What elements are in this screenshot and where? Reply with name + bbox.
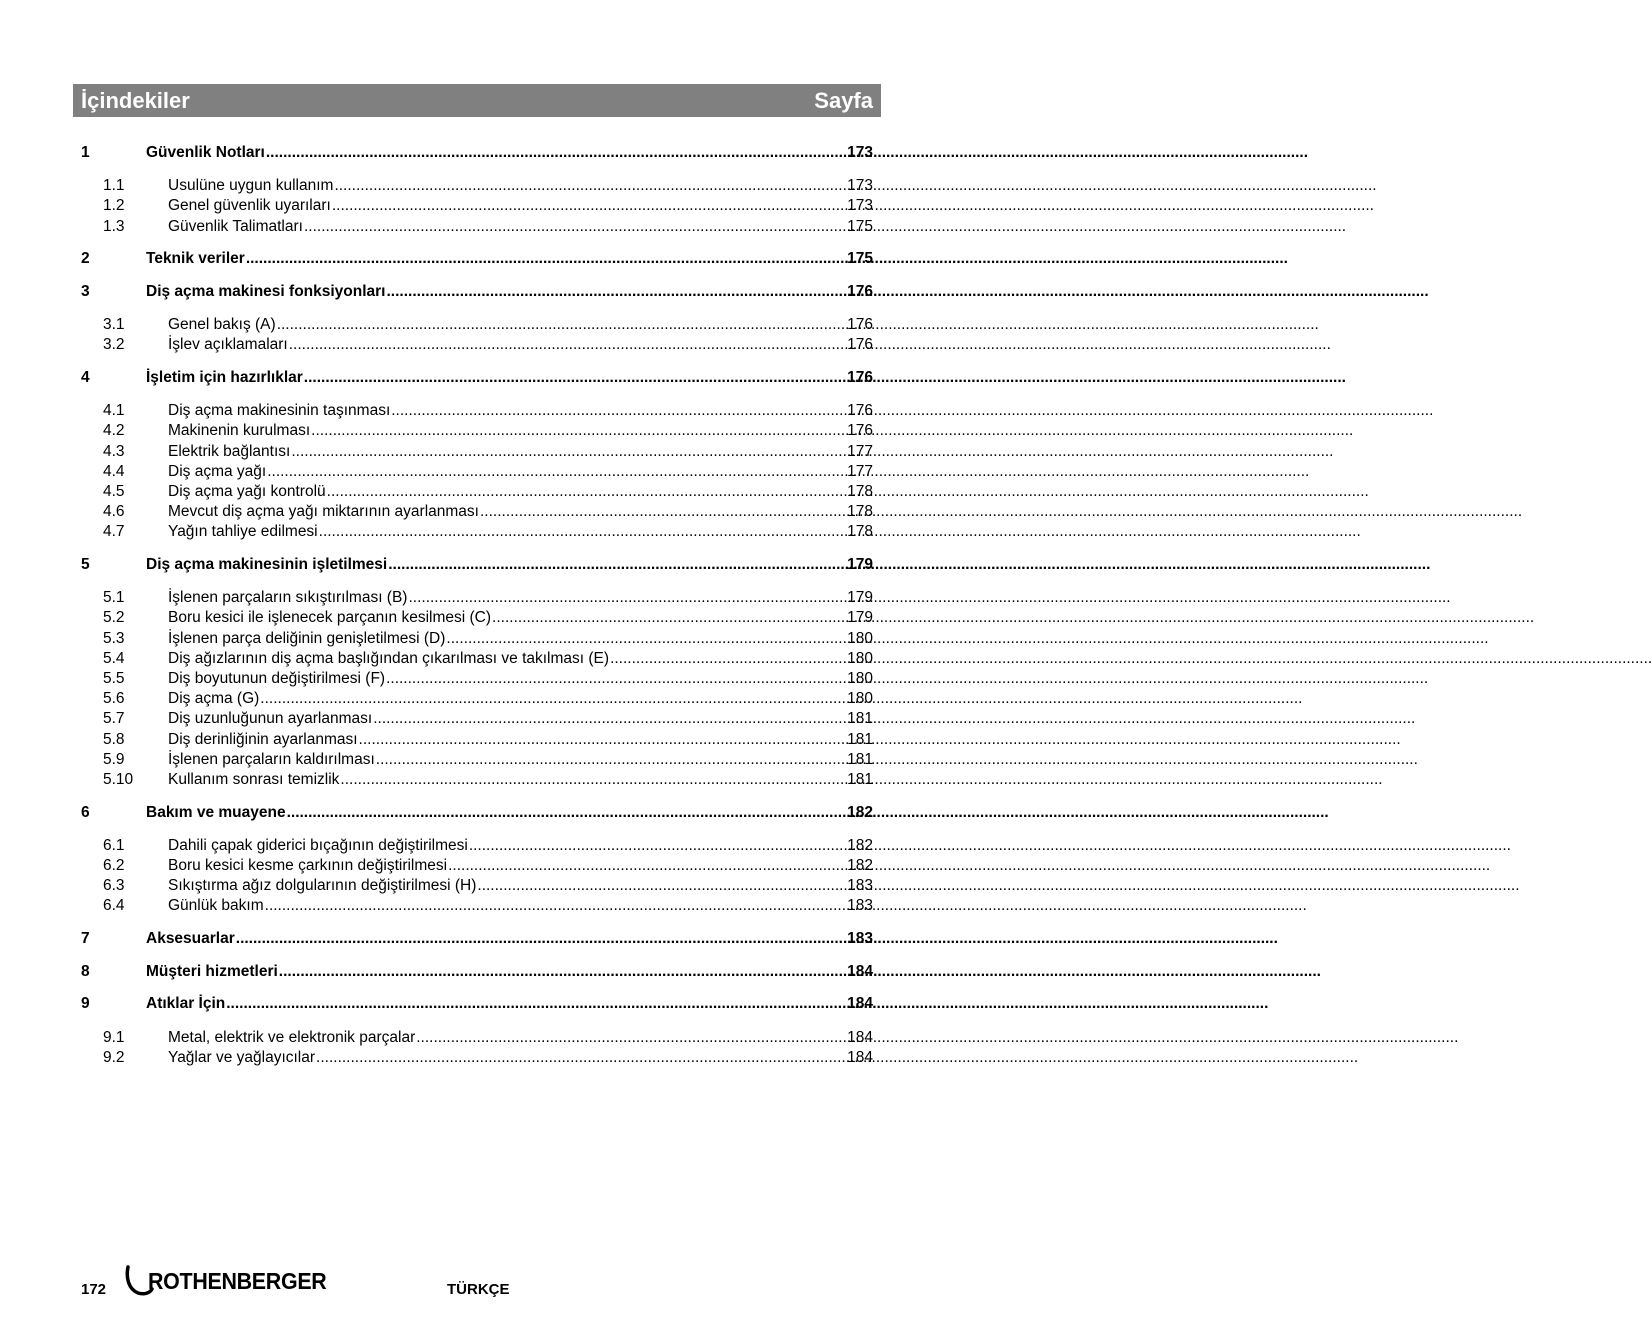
toc-entry-page: 184	[847, 995, 873, 1013]
toc-entry-page: 182	[847, 856, 873, 874]
toc-entry-number: 5.8	[103, 730, 125, 748]
toc-section-entry[interactable]	[81, 555, 873, 575]
toc-entry-page: 176	[847, 402, 873, 420]
toc-entry-title: Diş açma makinesinin işletilmesi	[146, 556, 388, 573]
toc-entry-page: 183	[847, 930, 873, 947]
toc-subsection-entry[interactable]	[81, 522, 873, 542]
toc-section-entry[interactable]	[81, 282, 873, 302]
toc-entry-number: 3	[81, 282, 90, 300]
toc-subsection-entry[interactable]	[81, 649, 873, 669]
toc-dot-leader	[315, 1048, 846, 1068]
toc-section-entry[interactable]	[81, 143, 873, 163]
toc-header-bar	[73, 84, 881, 117]
toc-entry-number: 5.7	[103, 710, 125, 728]
toc-entry-title: Diş derinliğinin ayarlanması	[168, 730, 358, 748]
toc-dot-leader	[245, 249, 846, 269]
toc-entry-number: 9.2	[103, 1048, 125, 1066]
toc-entry-page: 173	[847, 197, 873, 215]
toc-entry-title: Aksesuarlar	[146, 930, 235, 947]
toc-entry-title: İşlenen parçaların kaldırılması	[168, 750, 375, 768]
toc-entry-number: 5.3	[103, 629, 125, 647]
toc-section-entry[interactable]	[81, 803, 873, 823]
toc-entry-page: 182	[847, 803, 873, 821]
toc-entry-page: 183	[847, 877, 873, 895]
toc-entry-page: 176	[847, 369, 873, 386]
toc-entry-number: 1.2	[103, 197, 125, 215]
toc-entry-page: 173	[847, 177, 873, 195]
toc-entry-title: İşletim için hazırlıklar	[146, 369, 303, 386]
toc-subsection-entry[interactable]	[81, 689, 873, 709]
toc-dot-leader	[385, 669, 846, 689]
toc-entry-page: 184	[847, 962, 873, 980]
toc-entry-number: 5.6	[103, 690, 125, 708]
toc-dot-leader	[331, 196, 846, 216]
toc-dot-leader	[288, 335, 846, 355]
toc-entry-page: 180	[847, 629, 873, 647]
toc-entry-title: İşlenen parçaların sıkıştırılması (B)	[168, 589, 408, 607]
toc-entry-number: 3.1	[103, 316, 125, 334]
toc-entry-title: Müşteri hizmetleri	[146, 962, 278, 980]
toc-entry-page: 180	[847, 649, 873, 667]
toc-entry-title: Genel bakış (A)	[168, 316, 276, 334]
toc-entry-title: Günlük bakım	[168, 897, 264, 915]
toc-subsection-entry[interactable]	[81, 462, 873, 482]
toc-dot-leader	[609, 649, 846, 669]
toc-dot-leader	[235, 929, 846, 949]
toc-subsection-entry[interactable]	[81, 196, 873, 216]
toc-subsection-entry[interactable]	[81, 856, 873, 876]
toc-subsection-entry[interactable]	[81, 709, 873, 729]
toc-entry-title: Diş açma makinesinin taşınması	[168, 402, 391, 420]
toc-entry-title: Diş açma yağı	[168, 462, 267, 480]
toc-entry-page: 176	[847, 316, 873, 334]
toc-entry-title: Yağın tahliye edilmesi	[168, 523, 318, 541]
toc-entry-number: 3.2	[103, 336, 125, 354]
toc-entry-title: Metal, elektrik ve elektronik parçalar	[168, 1028, 416, 1046]
toc-entry-number: 6.3	[103, 877, 125, 895]
toc-dot-leader	[318, 522, 846, 542]
toc-entry-number: 7	[81, 930, 90, 947]
toc-subsection-entry[interactable]	[81, 896, 873, 916]
toc-entry-title: Mevcut diş açma yağı miktarının ayarlanması	[168, 503, 479, 521]
toc-entry-title: Genel güvenlik uyarıları	[168, 197, 331, 215]
toc-dot-leader	[303, 368, 846, 388]
toc-entry-page: 175	[847, 217, 873, 235]
toc-entry-title: Makinenin kurulması	[168, 422, 311, 440]
toc-entry-page: 184	[847, 1028, 873, 1046]
toc-entry-number: 2	[81, 250, 90, 268]
toc-entry-title: Diş açma (G)	[168, 690, 260, 708]
toc-entry-number: 5.2	[103, 609, 125, 627]
toc-entry-number: 5.10	[103, 770, 134, 788]
toc-entry-title: Teknik veriler	[146, 250, 245, 268]
toc-entry-title: Bakım ve muayene	[146, 803, 286, 821]
toc-entry-page: 176	[847, 282, 873, 300]
toc-dot-leader	[225, 994, 846, 1014]
toc-dot-leader	[276, 315, 846, 335]
toc-entry-title: Güvenlik Talimatları	[168, 217, 303, 235]
toc-entry-number: 6.1	[103, 836, 125, 854]
toc-entry-title: Boru kesici ile işlenecek parçanın kesilmesi (C)	[168, 609, 492, 627]
toc-entry-number: 4.7	[103, 523, 125, 541]
toc-entry-title: Usulüne uygun kullanım	[168, 177, 334, 195]
toc-entry-page: 181	[847, 730, 873, 748]
toc-entry-page: 184	[847, 1048, 873, 1066]
toc-dot-leader	[445, 629, 846, 649]
toc-subsection-entry[interactable]	[81, 335, 873, 355]
toc-subsection-entry[interactable]	[81, 1028, 873, 1048]
toc-entry-number: 4.2	[103, 422, 125, 440]
toc-entry-page: 183	[847, 897, 873, 915]
toc-section-entry[interactable]	[81, 368, 873, 388]
toc-subsection-entry[interactable]	[81, 176, 873, 196]
toc-dot-leader	[390, 401, 846, 421]
toc-entry-number: 4.3	[103, 442, 125, 460]
toc-section-entry[interactable]	[81, 962, 873, 982]
toc-entry-number: 9	[81, 995, 90, 1013]
toc-entry-title: Yağlar ve yağlayıcılar	[168, 1048, 316, 1066]
toc-dot-leader	[447, 856, 846, 876]
toc-subsection-entry[interactable]	[81, 876, 873, 896]
toc-subsection-entry[interactable]	[81, 629, 873, 649]
toc-dot-leader	[278, 962, 846, 982]
toc-entry-number: 1.3	[103, 217, 125, 235]
toc-entry-title: Atıklar İçin	[146, 995, 226, 1013]
toc-entry-number: 5.9	[103, 750, 125, 768]
toc-entry-title: Kullanım sonrası temizlik	[168, 770, 340, 788]
toc-entry-number: 5.4	[103, 649, 125, 667]
toc-dot-leader	[290, 442, 846, 462]
toc-dot-leader	[333, 176, 846, 196]
toc-entry-page: 181	[847, 750, 873, 768]
toc-section-entry[interactable]	[81, 929, 873, 949]
toc-subsection-entry[interactable]	[81, 730, 873, 750]
toc-entry-number: 1.1	[103, 177, 125, 195]
toc-dot-leader	[386, 282, 847, 302]
toc-entry-number: 5.5	[103, 669, 125, 687]
toc-entry-number: 4.1	[103, 402, 125, 420]
toc-entry-number: 6.4	[103, 897, 125, 915]
toc-entry-number: 4.5	[103, 482, 125, 500]
toc-entry-title: Diş ağızlarının diş açma başlığından çıkarılması ve takılması (E)	[168, 649, 610, 667]
toc-entry-title: Dahili çapak giderici bıçağının değiştirilmesi	[168, 836, 468, 854]
toc-section-entry[interactable]	[81, 249, 873, 269]
toc-dot-leader	[372, 709, 846, 729]
toc-dot-leader	[375, 750, 846, 770]
toc-entry-number: 5	[81, 556, 90, 573]
toc-subsection-entry[interactable]	[81, 770, 873, 790]
toc-dot-leader	[476, 876, 846, 896]
toc-entry-number: 6.2	[103, 856, 125, 874]
toc-entry-page: 179	[847, 589, 873, 607]
toc-entry-page: 178	[847, 523, 873, 541]
toc-dot-leader	[326, 482, 846, 502]
toc-entry-title: İşlenen parça deliğinin genişletilmesi (D)	[168, 629, 446, 647]
table-of-contents	[81, 143, 873, 1068]
toc-heading: İçindekiler	[81, 87, 190, 113]
toc-entry-page: 180	[847, 669, 873, 687]
toc-entry-title: Güvenlik Notları	[146, 144, 265, 161]
toc-entry-title: Boru kesici kesme çarkının değiştirilmesi	[168, 856, 448, 874]
toc-dot-leader	[407, 588, 846, 608]
toc-subsection-entry[interactable]	[81, 502, 873, 522]
toc-entry-number: 4.6	[103, 503, 125, 521]
toc-dot-leader	[468, 836, 846, 856]
toc-entry-title: Elektrik bağlantısı	[168, 442, 291, 460]
toc-entry-page: 177	[847, 442, 873, 460]
toc-subsection-entry[interactable]	[81, 217, 873, 237]
toc-dot-leader	[479, 502, 846, 522]
toc-dot-leader	[264, 896, 846, 916]
toc-entry-page: 179	[847, 556, 873, 573]
toc-entry-number: 5.1	[103, 589, 125, 607]
toc-subsection-entry[interactable]	[81, 608, 873, 628]
toc-dot-leader	[265, 143, 846, 163]
document-language: TÜRKÇE	[447, 1281, 510, 1298]
toc-entry-title: Diş açma yağı kontrolü	[168, 482, 326, 500]
toc-entry-page: 181	[847, 710, 873, 728]
toc-dot-leader	[491, 608, 846, 628]
toc-subsection-entry[interactable]	[81, 836, 873, 856]
toc-dot-leader	[358, 730, 847, 750]
page-number: 172	[81, 1281, 107, 1298]
toc-subsection-entry[interactable]	[81, 1048, 873, 1068]
toc-dot-leader	[310, 421, 846, 441]
toc-entry-number: 9.1	[103, 1028, 125, 1046]
toc-entry-title: Diş açma makinesi fonksiyonları	[146, 282, 386, 300]
toc-entry-title: İşlev açıklamaları	[168, 336, 288, 354]
toc-subsection-entry[interactable]	[81, 482, 873, 502]
toc-entry-page: 182	[847, 836, 873, 854]
toc-subsection-entry[interactable]	[81, 669, 873, 689]
toc-section-entry[interactable]	[81, 994, 873, 1014]
toc-entry-title: Diş boyutunun değiştirilmesi (F)	[168, 669, 386, 687]
toc-subsection-entry[interactable]	[81, 588, 873, 608]
brand-logo	[124, 1265, 340, 1297]
toc-entry-page: 178	[847, 482, 873, 500]
toc-dot-leader	[415, 1028, 846, 1048]
toc-entry-number: 6	[81, 803, 90, 821]
toc-subsection-entry[interactable]	[81, 750, 873, 770]
toc-dot-leader	[303, 217, 846, 237]
toc-entry-number: 4	[81, 369, 90, 386]
toc-dot-leader	[259, 689, 846, 709]
toc-entry-title: Diş uzunluğunun ayarlanması	[168, 710, 373, 728]
toc-entry-page: 173	[847, 144, 873, 161]
toc-entry-number: 8	[81, 962, 90, 980]
toc-entry-page: 177	[847, 462, 873, 480]
toc-entry-number: 4.4	[103, 462, 125, 480]
toc-entry-number: 1	[81, 144, 90, 161]
toc-entry-page: 180	[847, 690, 873, 708]
toc-entry-page: 179	[847, 609, 873, 627]
toc-dot-leader	[286, 803, 847, 823]
toc-entry-page: 178	[847, 503, 873, 521]
toc-subsection-entry[interactable]	[81, 401, 873, 421]
toc-entry-page: 181	[847, 770, 873, 788]
toc-subsection-entry[interactable]	[81, 442, 873, 462]
toc-entry-title: Sıkıştırma ağız dolgularının değiştirilmesi (H)	[168, 877, 477, 895]
toc-dot-leader	[266, 462, 846, 482]
toc-subsection-entry[interactable]	[81, 421, 873, 441]
toc-dot-leader	[339, 770, 846, 790]
toc-entry-page: 176	[847, 422, 873, 440]
brand-name: ROTHENBERGER	[148, 1267, 327, 1294]
toc-entry-page: 175	[847, 250, 873, 268]
toc-subsection-entry[interactable]	[81, 315, 873, 335]
page-column-label: Sayfa	[814, 87, 873, 113]
toc-dot-leader	[387, 555, 846, 575]
toc-entry-page: 176	[847, 336, 873, 354]
